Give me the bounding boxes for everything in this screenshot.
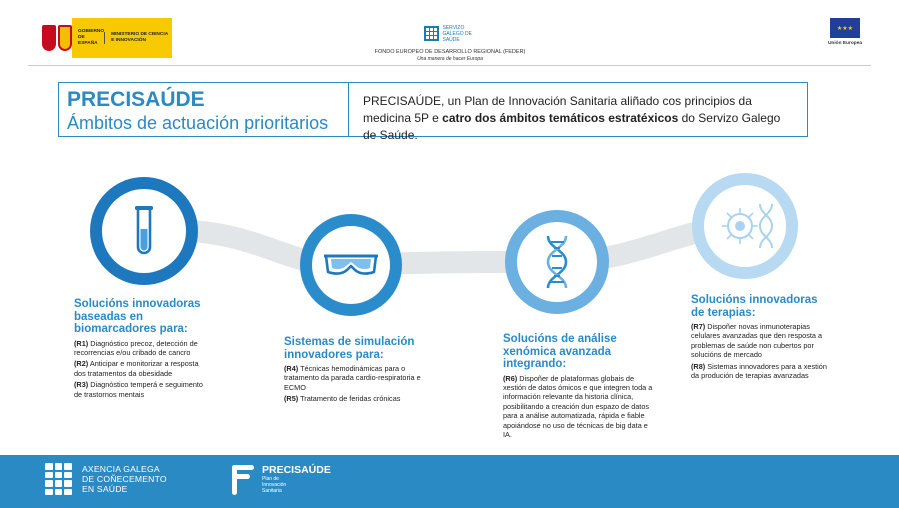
item-code: (R3): [74, 380, 89, 390]
sergas-grid-icon: [424, 26, 439, 41]
list-item: [74, 339, 209, 358]
item-code: (R4): [284, 364, 299, 373]
block-heading: Solucións innovadoras de terapias:: [691, 294, 818, 319]
genomics-circle: [505, 210, 609, 314]
item-text: Diagnóstico precoz, detección de recorrencias e/ou cribado de cancro: [74, 338, 198, 357]
list-item: [74, 359, 209, 378]
item-text: Dispoñer de plataformas globais de xestión de datos ómicos e que integren toda a información relevante da historia clínica, posibilitando a creación dun espazo de datos para a análise automatizada, rápida e fiable apoiándose no uso de técnicas de big data e IA.: [503, 373, 653, 439]
desc-pre: PRECISAÚDE, un Plan de Innovación Sanitaria aliñado cos principios da medicina 5P e: [363, 94, 752, 125]
list-item: [74, 380, 209, 399]
header-divider: [28, 65, 871, 66]
item-text: Diagnóstico temperá e seguimento de trastornos mentais: [74, 380, 203, 399]
eu-flag-icon: ★★★: [830, 18, 860, 38]
agency-line: DE COÑECEMENTO: [82, 474, 167, 484]
brand-sub-line: Innovación: [262, 482, 287, 488]
eu-logo-label: Unión Europea: [827, 41, 863, 46]
feder-logo: [370, 18, 530, 62]
feder-mark-text: SERVIZO GALEGO DE SAÚDE: [442, 24, 472, 43]
brand-sub-line: Plan de: [262, 476, 279, 482]
brand-name: PRECISAÚDE: [262, 464, 331, 476]
item-text: Anticipar e monitorizar a resposta dos tratamentos da obesidade: [74, 359, 199, 378]
feder-motto: Una manera de hacer Europa: [417, 55, 483, 62]
therapy-block: [691, 294, 831, 382]
agency-line: AXENCIA GALEGA: [82, 464, 160, 474]
item-code: (R7): [691, 322, 706, 331]
block-heading: Solucións innovadoras baseadas en biomarcadores para:: [74, 298, 201, 335]
cell-dna-icon: [714, 198, 776, 254]
list-item: [284, 364, 424, 392]
block-heading: Sistemas de simulación innovadores para:: [284, 336, 415, 361]
spain-crest-icon: [42, 18, 72, 58]
title-left: [59, 83, 349, 136]
page-subtitle: Ámbitos de actuación prioritarios: [67, 113, 329, 133]
agency-grid-icon: [45, 463, 72, 495]
item-code: (R1): [74, 338, 89, 348]
precisaude-logo: [232, 461, 331, 497]
list-item: [503, 374, 653, 440]
gov-logo-line1: GOBIERNO DE ESPAÑA: [78, 29, 105, 46]
list-item: [691, 322, 831, 360]
title-box: [58, 82, 808, 142]
feder-fund-text: FONDO EUROPEO DE DESARROLLO REGIONAL (FEDER): [374, 48, 526, 55]
simulation-block: [284, 336, 424, 406]
dna-helix-icon: [540, 234, 574, 290]
biomarker-block: [74, 298, 209, 401]
goggles-icon: [322, 248, 380, 282]
therapy-circle: [692, 173, 798, 279]
precisaude-mark-icon: [232, 461, 256, 497]
item-text: Dispoñer novas inmunoterapias celulares avanzadas que den resposta a problemas de saúde non cubertos por solucións de mercado: [691, 322, 823, 360]
biomarker-circle: [90, 177, 198, 285]
agency-logo: [45, 463, 167, 495]
item-code: (R5): [284, 394, 299, 404]
footer: [0, 455, 899, 508]
item-code: (R6): [503, 373, 518, 383]
brand-sub-line: Sanitaria: [262, 488, 282, 494]
title-description: [349, 83, 807, 142]
item-code: (R8): [691, 361, 706, 371]
item-text: Técnicas hemodinámicas para o tratamento da parada cardio-respiratoria e ECMO: [284, 364, 421, 392]
genomics-block: [503, 333, 653, 441]
item-text: Tratamento de feridas crónicas: [298, 394, 401, 404]
test-tube-icon: [122, 203, 166, 259]
item-code: (R2): [74, 359, 89, 369]
agency-line: EN SAÚDE: [82, 484, 128, 494]
page-title: PRECISAÚDE: [67, 88, 205, 111]
government-logo: [42, 18, 172, 58]
gov-logo-line2: MINISTERIO DE CIENCIA E INNOVACIÓN: [104, 32, 172, 44]
eu-logo: [826, 18, 864, 46]
desc-bold: catro dos ámbitos temáticos estratéxicos: [442, 111, 679, 125]
block-heading: Solucións de análise xenómica avanzada integrando:: [503, 333, 617, 370]
list-item: [691, 362, 831, 381]
agency-name: [82, 464, 167, 494]
desc-post: do Servizo Galego de Saúde.: [363, 111, 781, 142]
item-text: Sistemas innovadores para a xestión da produción de terapias avanzadas: [691, 361, 827, 381]
simulation-circle: [300, 214, 402, 316]
list-item: [284, 394, 424, 403]
